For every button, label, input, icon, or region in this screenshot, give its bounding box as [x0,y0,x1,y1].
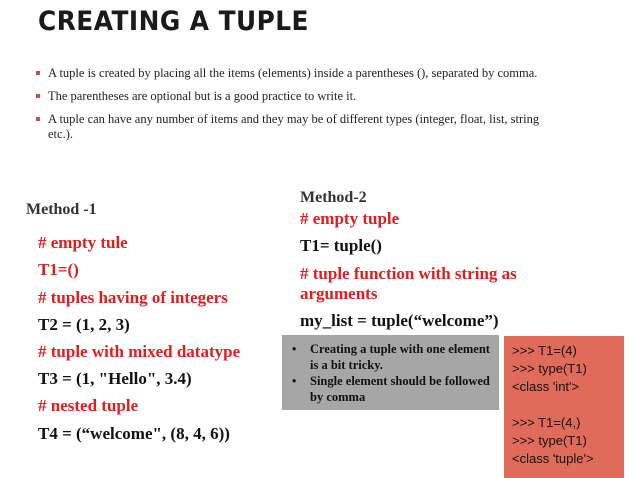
code-comment: # empty tule [38,233,128,252]
method-1-heading: Method -1 [26,201,97,218]
bullet-dot-icon: • [292,374,297,388]
repl-output: <class 'tuple'> [512,451,594,466]
bullet-item: A tuple is created by placing all the items (elements) inside a parentheses (), separated by comma. [36,66,556,81]
note-item [290,373,493,405]
note-text: Creating a tuple with one element is a bit tricky. [310,342,490,372]
code-line: T3 = (1, "Hello", 3.4) [38,369,192,388]
code-comment: # tuple function with string as [300,264,517,283]
slide-title: CREATING A TUPLE [38,6,309,37]
intro-bullet-list [36,66,556,150]
code-line: T4 = (“welcome", (8, 4, 6)) [38,424,230,443]
bullet-item: A tuple can have any number of items and they may be of different types (integer, float, list, string etc.). [36,112,556,142]
code-comment: arguments [300,284,378,303]
bullet-dot-icon: • [292,342,297,356]
repl-line: >>> T1=(4,) [512,415,581,430]
code-comment: # empty tuple [300,209,400,228]
repl-line: >>> type(T1) [512,361,587,376]
note-item [290,341,493,373]
code-line: T1=() [38,260,79,279]
code-line: T1= tuple() [300,236,382,255]
method-2-heading: Method-2 [300,189,367,206]
repl-example-box [504,336,624,478]
code-comment: # nested tuple [38,396,139,415]
code-line: T2 = (1, 2, 3) [38,315,130,334]
code-comment: # tuples having of integers [38,288,228,307]
code-comment: # tuple with mixed datatype [38,342,241,361]
repl-spacer [512,396,616,414]
repl-line: >>> type(T1) [512,433,587,448]
code-line: my_list = tuple(“welcome”) [300,311,499,330]
note-text: Single element should be followed by comma [310,374,490,404]
repl-output: <class 'int'> [512,379,580,394]
bullet-item: The parentheses are optional but is a good practice to write it. [36,89,556,104]
single-element-note [282,335,499,410]
repl-line: >>> T1=(4) [512,343,577,358]
